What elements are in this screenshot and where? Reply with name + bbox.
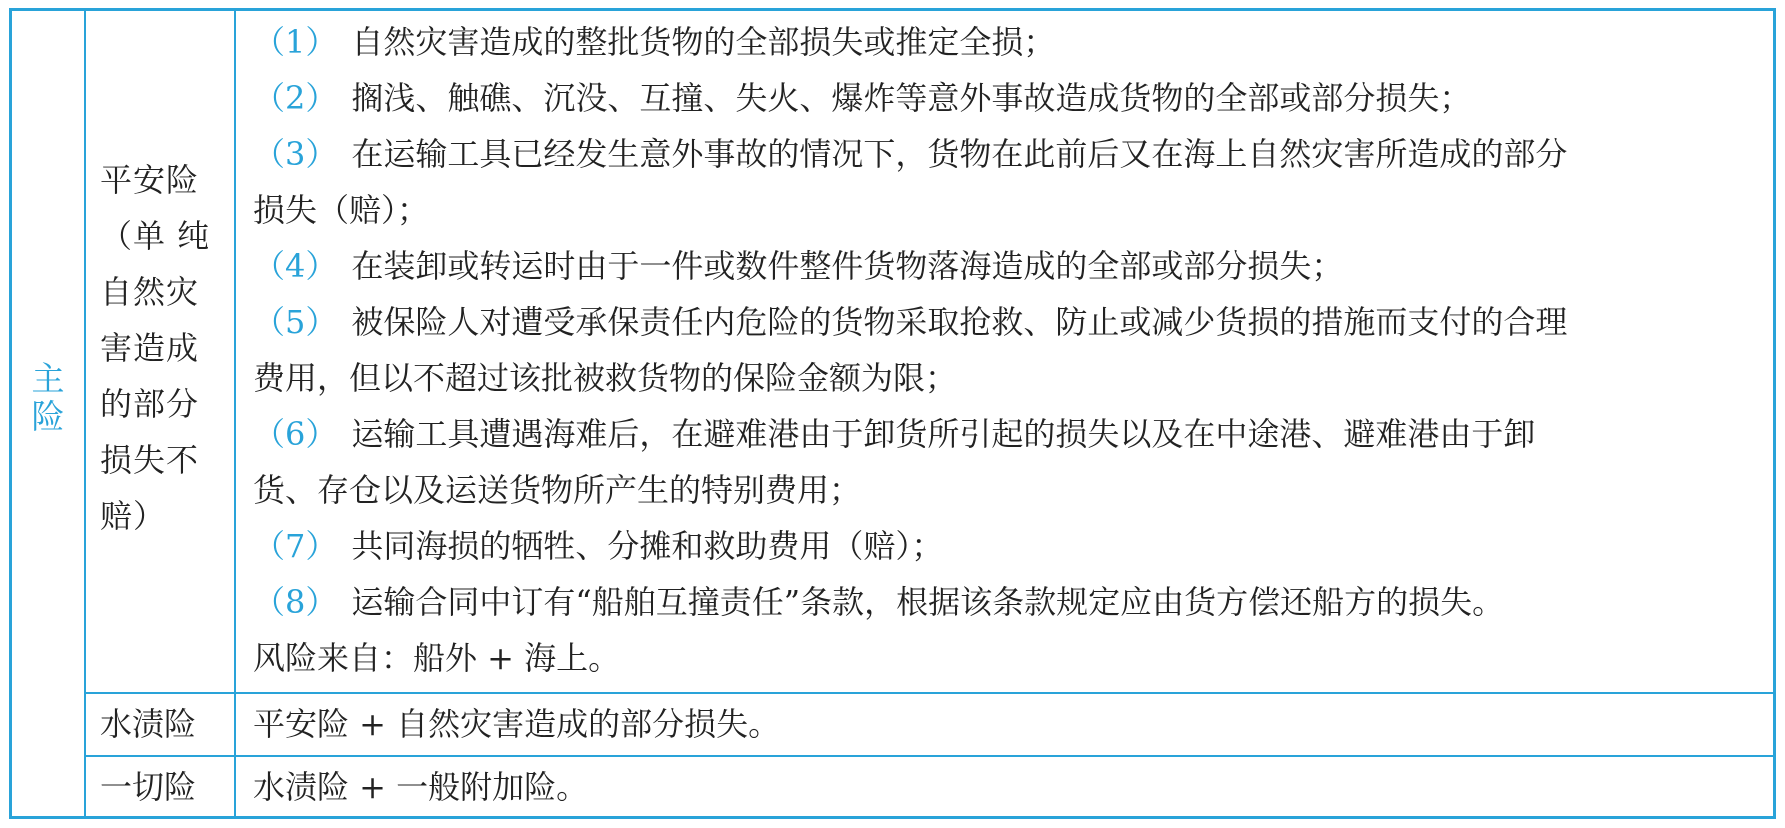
item-text-continued: 损失（赔）； xyxy=(253,191,430,229)
item-number: （5） xyxy=(253,303,338,341)
item-text: 在运输工具已经发生意外事故的情况下，货物在此前后又在海上自然灾害所造成的部分 xyxy=(351,135,1568,173)
list-item xyxy=(253,294,1768,350)
item-text: 在装卸或转运时由于一件或数件整件货物落海造成的全部或部分损失； xyxy=(351,247,1344,285)
list-item xyxy=(253,238,1768,294)
type-line: 害造成 xyxy=(100,329,200,367)
type-line: 赔） xyxy=(100,497,167,535)
list-item xyxy=(253,70,1768,126)
list-item xyxy=(253,574,1768,630)
item-number: （3） xyxy=(253,135,338,173)
item-number: （8） xyxy=(253,583,338,621)
type-line: 平安险 xyxy=(100,161,200,199)
column-divider-1 xyxy=(84,8,86,819)
list-item xyxy=(253,14,1768,70)
type-line: 损失不 xyxy=(100,441,200,479)
type-cell-shuizi: 水渍险 xyxy=(100,705,197,743)
content-cell-yiqie: 水渍险 + 一般附加险。 xyxy=(253,768,589,806)
type-cell-yiqie: 一切险 xyxy=(100,768,197,806)
type-line: （单 纯 xyxy=(100,217,211,255)
list-item xyxy=(253,406,1768,462)
item-text-continued: 费用，但以不超过该批被救货物的保险金额为限； xyxy=(253,359,958,397)
item-text: 共同海损的牺牲、分摊和救助费用（赔）； xyxy=(351,527,944,565)
item-text-continued: 货、存仓以及运送货物所产生的特别费用； xyxy=(253,471,862,509)
row-divider-2 xyxy=(84,755,1776,757)
item-number: （6） xyxy=(253,415,338,453)
category-cell xyxy=(12,360,84,436)
list-item xyxy=(253,518,1768,574)
type-cell-pingan xyxy=(100,152,225,544)
item-text: 自然灾害造成的整批货物的全部损失或推定全损； xyxy=(351,23,1056,61)
category-char-2: 险 xyxy=(31,397,65,436)
item-text: 被保险人对遭受承保责任内危险的货物采取抢救、防止或减少货损的措施而支付的合理 xyxy=(351,303,1568,341)
type-line: 自然灾 xyxy=(100,273,200,311)
list-item xyxy=(253,126,1768,182)
content-cell-pingan xyxy=(253,14,1768,686)
category-char-1: 主 xyxy=(31,359,65,398)
item-text: 运输合同中订有“船舶互撞责任”条款，根据该条款规定应由货方偿还船方的损失。 xyxy=(351,583,1505,621)
item-number: （4） xyxy=(253,247,338,285)
row-divider-1 xyxy=(84,692,1776,694)
column-divider-2 xyxy=(234,8,236,819)
item-number: （2） xyxy=(253,79,338,117)
item-text: 运输工具遭遇海难后，在避难港由于卸货所引起的损失以及在中途港、避难港由于卸 xyxy=(351,415,1536,453)
type-line: 的部分 xyxy=(100,385,200,423)
item-number: （7） xyxy=(253,527,338,565)
item-text: 搁浅、触礁、沉没、互撞、失火、爆炸等意外事故造成货物的全部或部分损失； xyxy=(351,79,1472,117)
item-number: （1） xyxy=(253,23,338,61)
content-cell-shuizi: 平安险 + 自然灾害造成的部分损失。 xyxy=(253,705,781,743)
risk-note: 风险来自：船外 + 海上。 xyxy=(253,639,621,677)
